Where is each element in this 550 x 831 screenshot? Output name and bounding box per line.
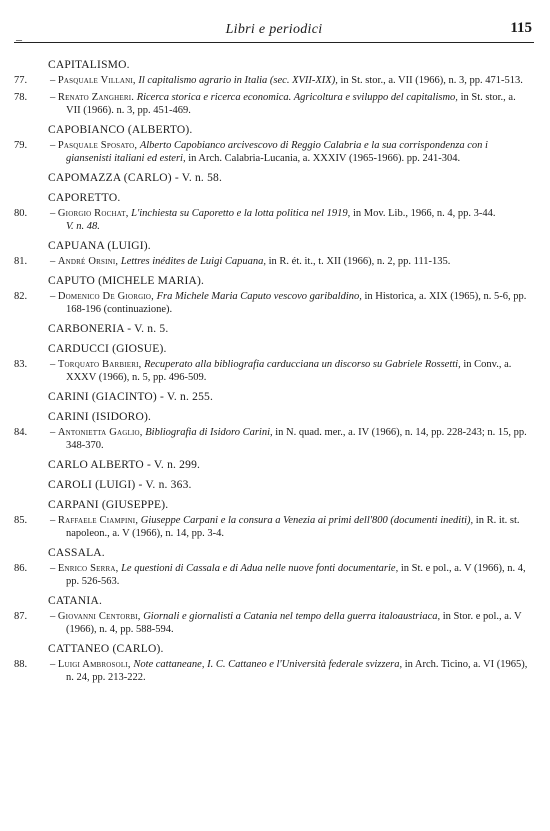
entry-number: 86.: [14, 563, 28, 574]
bibliography-entry: 79. – Pasquale Sposato, Alberto Capobianco arcivescovo di Reggio Calabria e la sua corrispondenza con i giansenisti italiani ed esteri, in Arch. Calabria-Lucania, a. XXXIV (1965-1966). pp. 241-304.: [14, 140, 488, 164]
entry-author: Pasquale Sposato,: [57, 140, 138, 151]
entry-title: Alberto Capobianco arcivescovo di Reggio Calabria e la sua corrispondenza con i giansenisti italiani ed esteri,: [66, 140, 488, 164]
running-title: Libri e periodici: [225, 22, 323, 37]
running-header: [14, 20, 534, 46]
bibliography-entry: 85. – Raffaele Ciampini, Giuseppe Carpani e la consura a Venezia ai primi dell'800 (documenti inediti), in R. it. st. napoleon., a. V (1966), n. 14, pp. 3-4.: [14, 515, 520, 539]
page-number: 115: [510, 20, 532, 36]
entry-publication: in Conv., a. XXXV (1966), n. 5, pp. 496-509.: [66, 359, 512, 383]
entry-author: Pasquale Villani,: [57, 75, 136, 86]
entry-number: 82.: [14, 291, 28, 302]
entry-publication: in Historica, a. XIX (1965), n. 5-6, pp. 168-196 (continuazione).: [66, 291, 527, 315]
section-heading: CAPUANA (LUIGI).: [48, 240, 151, 252]
entry-publication: in St. e pol., a. V (1966), n. 4, pp. 526-563.: [66, 563, 526, 587]
bibliography-entry: 77. – Pasquale Villani, Il capitalismo agrario in Italia (sec. XVII-XIX), in St. stor., a. VII (1966), n. 3, pp. 471-513.: [14, 75, 523, 86]
entry-publication: in Stor. e pol., a. V (1966), n. 4, pp. 588-594.: [66, 611, 522, 635]
entry-author: Domenico De Giorgio,: [57, 291, 154, 302]
entry-publication: in Arch. Ticino, a. VI (1965), n. 24, pp. 213-222.: [66, 659, 528, 683]
header-dash: –: [16, 32, 22, 46]
bibliography-entry: 84. – Antonietta Gaglio, Bibliografia di Isidoro Carini, in N. quad. mer., a. IV (1966), n. 14, pp. 228-243; n. 15, pp. 348-370.: [14, 427, 527, 451]
entry-number: 80.: [14, 208, 28, 219]
entry-title: Giornali e giornalisti a Catania nel tempo della guerra italoaustriaca,: [143, 611, 441, 622]
entry-number: 81.: [14, 256, 28, 267]
section-heading: CARPANI (GIUSEPPE).: [48, 499, 169, 511]
section-heading: CARDUCCI (GIOSUE).: [48, 343, 167, 355]
section-heading: CARLO ALBERTO - V. n. 299.: [48, 459, 201, 471]
bibliography-list: [0, 58, 550, 688]
section-heading: CAPOMAZZA (CARLO) - V. n. 58.: [48, 172, 223, 184]
bibliography-entry: 78. – Renato Zangheri. Ricerca storica e ricerca economica. Agricoltura e sviluppo del capitalismo, in St. stor., a. VII (1966). n. 3, pp. 451-469.: [14, 92, 516, 116]
entry-number: 78.: [14, 92, 28, 103]
section-heading: CAPOBIANCO (ALBERTO).: [48, 124, 193, 136]
entry-publication: in R. it. st. napoleon., a. V (1966), n. 14, pp. 3-4.: [66, 515, 520, 539]
entry-number: 79.: [14, 140, 28, 151]
section-heading: CAPITALISMO.: [48, 59, 130, 71]
entry-author: Giovanni Centorbi,: [57, 611, 141, 622]
entry-title: Le questioni di Cassala e di Adua nelle nuove fonti documentarie,: [121, 563, 399, 574]
entry-title: Giuseppe Carpani e la consura a Venezia ai primi dell'800 (documenti inediti),: [140, 515, 474, 526]
entry-title: Ricerca storica e ricerca economica. Agricoltura e sviluppo del capitalismo,: [136, 92, 458, 103]
entry-author: Renato Zangheri.: [57, 92, 135, 103]
bibliography-entry: 88. – Luigi Ambrosoli, Note cattaneane, I. C. Cattaneo e l'Università federale svizzera, in Arch. Ticino, a. VI (1965), n. 24, pp. 213-222.: [14, 659, 528, 683]
entry-author: Torquato Barbieri,: [57, 359, 142, 370]
entry-title: Il capitalismo agrario in Italia (sec. XVII-XIX),: [138, 75, 338, 86]
entry-author: Enrico Serra,: [57, 563, 119, 574]
entry-number: 77.: [14, 75, 28, 86]
section-heading: CATANIA.: [48, 595, 103, 607]
entry-publication: in St. stor., a. VII (1966), n. 3, pp. 471-513.: [340, 75, 523, 86]
entry-title: Fra Michele Maria Caputo vescovo garibaldino,: [156, 291, 362, 302]
bibliography-entry: 82. – Domenico De Giorgio, Fra Michele Maria Caputo vescovo garibaldino, in Historica, a. XIX (1965), n. 5-6, pp. 168-196 (continuazione).: [14, 291, 527, 315]
entry-author: Giorgio Rochat,: [57, 208, 129, 219]
entry-publication: in Mov. Lib., 1966, n. 4, pp. 3-44.: [352, 208, 496, 219]
entry-number: 85.: [14, 515, 28, 526]
section-heading: CARINI (GIACINTO) - V. n. 255.: [48, 391, 214, 403]
entry-publication: in St. stor., a. VII (1966). n. 3, pp. 451-469.: [66, 92, 516, 116]
entry-publication: in R. ét. it., t. XII (1966), n. 2, pp. 111-135.: [268, 256, 451, 267]
entry-number: 83.: [14, 359, 28, 370]
bibliography-entry: 81. – André Orsini, Lettres inédites de Luigi Capuana, in R. ét. it., t. XII (1966), n. 2, pp. 111-135.: [14, 256, 451, 267]
section-heading: CARBONERIA - V. n. 5.: [48, 323, 169, 335]
entry-title: L'inchiesta su Caporetto e la lotta politica nel 1919,: [131, 208, 351, 219]
bibliography-entry: 87. – Giovanni Centorbi, Giornali e giornalisti a Catania nel tempo della guerra italoaustriaca, in Stor. e pol., a. V (1966), n. 4, pp. 588-594.: [14, 611, 522, 635]
entry-title: Recuperato alla bibliografia carducciana un discorso su Gabriele Rossetti,: [144, 359, 461, 370]
section-heading: CASSALA.: [48, 547, 105, 559]
entry-number: 84.: [14, 427, 28, 438]
entry-title: Note cattaneane, I. C. Cattaneo e l'Università federale svizzera,: [133, 659, 403, 670]
entry-title: Bibliografia di Isidoro Carini,: [145, 427, 273, 438]
entry-author: André Orsini,: [57, 256, 119, 267]
section-heading: CARINI (ISIDORO).: [48, 411, 152, 423]
bibliography-entry: 83. – Torquato Barbieri, Recuperato alla bibliografia carducciana un discorso su Gabriele Rossetti, in Conv., a. XXXV (1966), n. 5, pp. 496-509.: [14, 359, 512, 383]
bibliography-entry: 86. – Enrico Serra, Le questioni di Cassala e di Adua nelle nuove fonti documentarie, in St. e pol., a. V (1966), n. 4, pp. 526-563.: [14, 563, 526, 587]
section-heading: CATTANEO (CARLO).: [48, 643, 164, 655]
entry-title: Lettres inédites de Luigi Capuana,: [120, 256, 267, 267]
entry-publication: in N. quad. mer., a. IV (1966), n. 14, pp. 228-243; n. 15, pp. 348-370.: [66, 427, 527, 451]
entry-author: Luigi Ambrosoli,: [57, 659, 131, 670]
section-heading: CAROLI (LUIGI) - V. n. 363.: [48, 479, 192, 491]
entry-author: Antonietta Gaglio,: [57, 427, 143, 438]
bibliography-entry: 80. – Giorgio Rochat, L'inchiesta su Caporetto e la lotta politica nel 1919, in Mov. Lib., 1966, n. 4, pp. 3-44. V. n. 48.: [0, 207, 550, 233]
section-heading: CAPORETTO.: [48, 192, 121, 204]
entry-number: 88.: [14, 659, 28, 670]
entry-publication: in Arch. Calabria-Lucania, a. XXXIV (1965-1966). pp. 241-304.: [188, 153, 461, 164]
section-heading: CAPUTO (MICHELE MARIA).: [48, 275, 205, 287]
entry-number: 87.: [14, 611, 28, 622]
entry-cross-reference: V. n. 48.: [66, 221, 100, 232]
entry-author: Raffaele Ciampini,: [57, 515, 139, 526]
